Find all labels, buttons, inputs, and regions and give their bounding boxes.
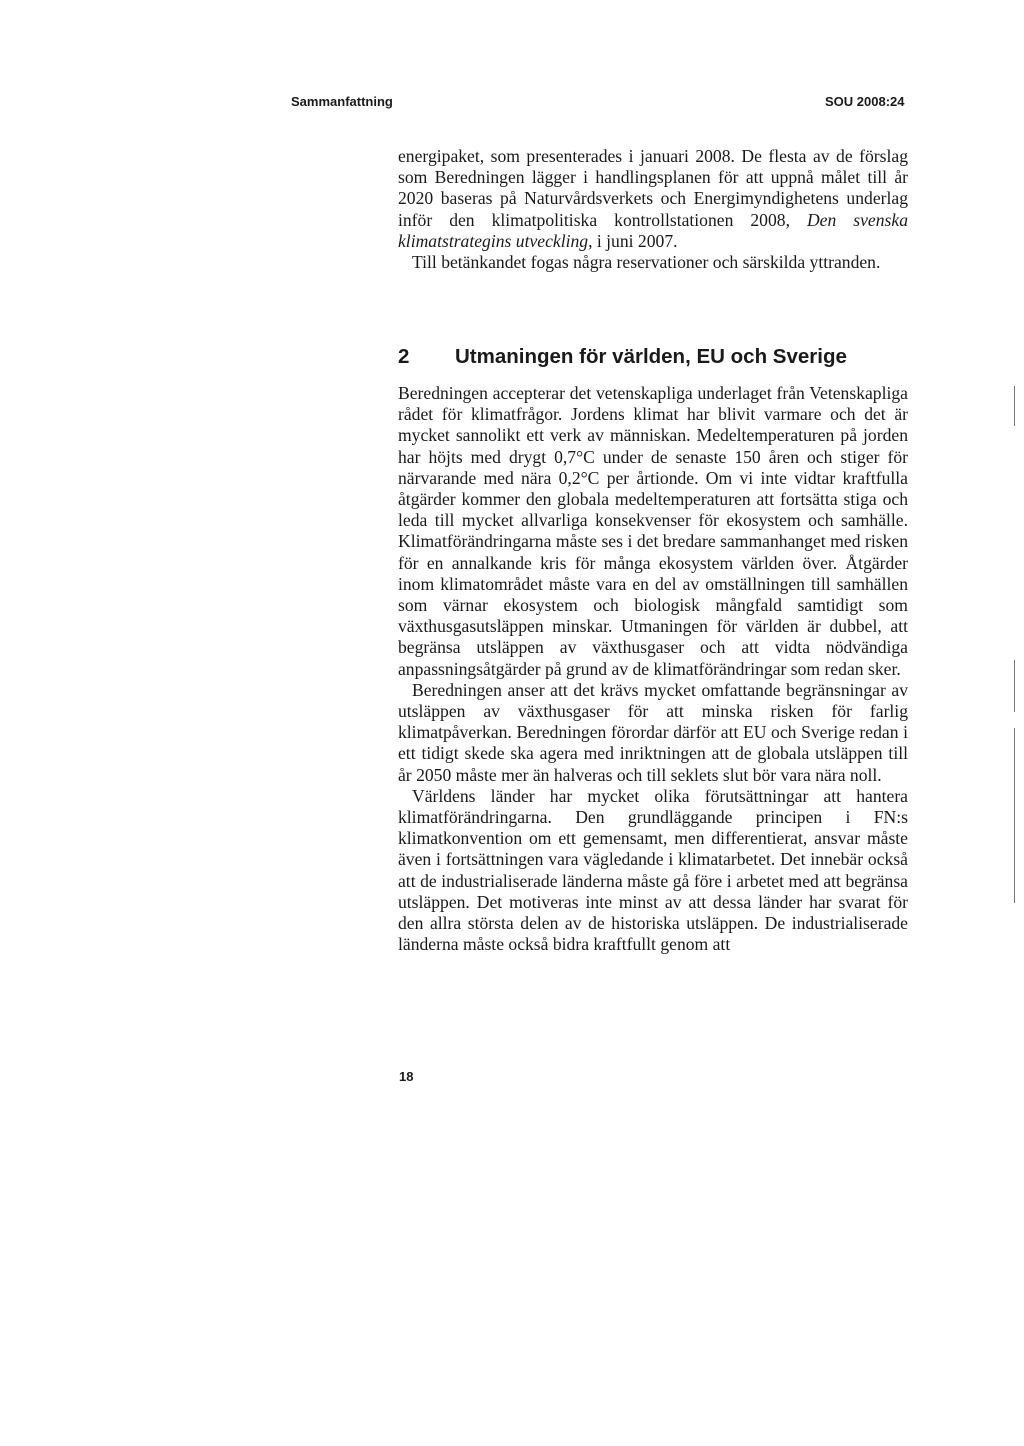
section-body <box>398 383 908 955</box>
intro-text-before-title: energipaket, som presenterades i januari 2008. De flesta av de förslag som Beredningen lägger i handlingsplanen för att uppnå målet till år 2020 baseras på Naturvårdsverkets och Energimyndighetens underlag inför den klimatpolitiska kontrollstationen 2008, <box>398 146 908 230</box>
reservations-paragraph: Till betänkandet fogas några reservationer och särskilda yttranden. <box>412 252 881 273</box>
intro-text-after-title: i juni 2007. <box>592 230 678 251</box>
body-paragraph: Beredningen accepterar det vetenskapliga underlaget från Vetenskapliga rådet för klimatfrågor. Jordens klimat har blivit varmare och det är mycket sannolikt ett verk av människan. Medeltemperaturen på jorden har höjts med drygt 0,7°C under de senaste 150 åren och stiger för närvarande med nära 0,2°C per årtionde. Om vi inte vidtar kraftfulla åtgärder kommer den globala medeltemperaturen att fortsätta stiga och leda till mycket allvarliga konsekvenser för ekosystem och samhälle. Klimatförändringarna måste ses i det bredare sammanhanget med risken för en annalkande kris för många ekosystem världen över. Åtgärder inom klimatområdet måste vara en del av omställningen till samhällen som värnar ekosystem och biologisk mångfald samtidigt som växthusgasutsläppen minskar. Utmaningen för världen är dubbel, att begränsa utsläppen av växthusgaser och att vidta nödvändiga anpassningsåtgärder på grund av de klimatförändringar som redan sker. <box>398 383 908 679</box>
header-document-id: SOU 2008:24 <box>825 94 905 109</box>
header-section-title: Sammanfattning <box>291 94 393 109</box>
intro-paragraph <box>398 146 908 252</box>
page-number: 18 <box>399 1069 414 1084</box>
running-header <box>0 94 1024 114</box>
body-paragraph: Världens länder har mycket olika förutsättningar att hantera klimatförändringarna. Den grundläggande principen i FN:s klimatkonvention om ett gemensamt, men differentierat, ansvar måste även i fortsättningen vara vägledande i klimatarbetet. Det innebär också att de industrialiserade länderna måste gå före i arbetet med att begränsa utsläppen. Det motiveras inte minst av att dessa länder har svarat för den allra största delen av de historiska utsläppen. De industrialiserade länderna måste också bidra kraftfullt genom att <box>398 785 908 955</box>
margin-change-bar <box>1014 728 1015 903</box>
section-title: Utmaningen för världen, EU och Sverige <box>455 345 847 368</box>
margin-change-bar <box>1014 386 1015 426</box>
body-paragraph: Beredningen anser att det krävs mycket omfattande begränsningar av utsläppen av växthusgaser för att minska risken för farlig klimatpåverkan. Beredningen förordar därför att EU och Sverige redan i ett tidigt skede ska agera med inriktningen att de globala utsläppen till år 2050 måste mer än halveras och till seklets slut bör vara nära noll. <box>398 679 908 785</box>
section-number: 2 <box>398 345 410 368</box>
intro-text <box>398 146 908 273</box>
report-title-italic: Den svenska klimatstrategins utveckling, <box>398 209 908 251</box>
margin-change-bar <box>1014 660 1015 712</box>
section-heading <box>398 344 918 370</box>
